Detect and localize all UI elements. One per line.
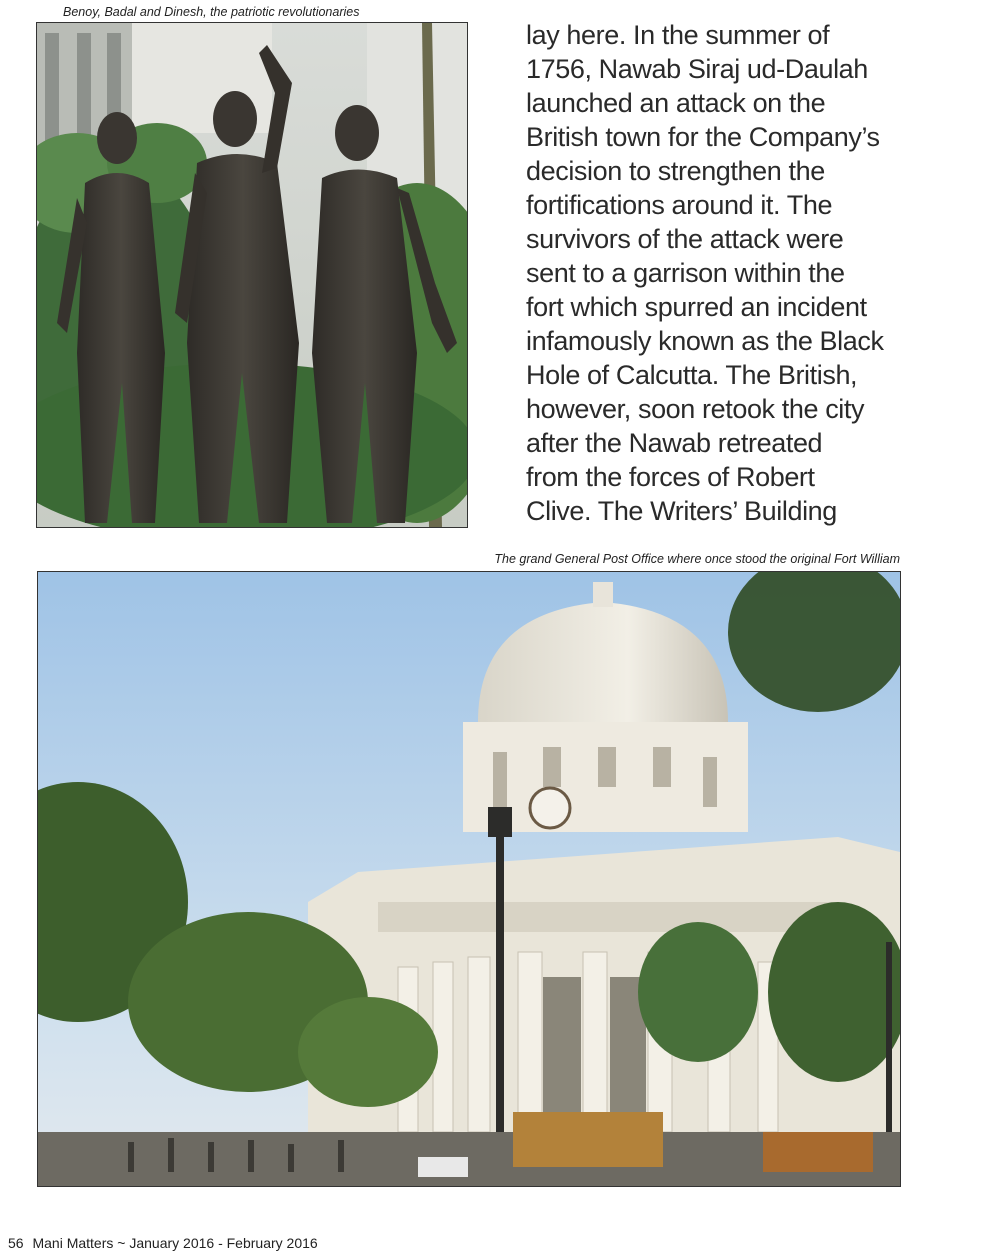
body-line: infamously known as the Black <box>526 326 884 356</box>
post-office-photo-caption: The grand General Post Office where once stood the original Fort William <box>494 552 900 566</box>
article-body-text <box>526 18 926 528</box>
body-line: from the forces of Robert <box>526 462 815 492</box>
statue-photo <box>36 22 468 528</box>
page-number: 56 <box>8 1235 24 1251</box>
body-line: sent to a garrison within the <box>526 258 845 288</box>
post-office-photo <box>37 571 901 1187</box>
page-footer <box>8 1235 323 1251</box>
body-line: lay here. In the summer of <box>526 20 830 50</box>
statue-photo-caption: Benoy, Badal and Dinesh, the patriotic revolutionaries <box>63 5 360 19</box>
body-line: Clive. The Writers’ Building <box>526 496 837 526</box>
body-line: survivors of the attack were <box>526 224 844 254</box>
body-line: Hole of Calcutta. The British, <box>526 360 858 390</box>
body-line: however, soon retook the city <box>526 394 865 424</box>
body-line: after the Nawab retreated <box>526 428 823 458</box>
body-line: British town for the Company’s <box>526 122 880 152</box>
body-line: 1756, Nawab Siraj ud-Daulah <box>526 54 868 84</box>
body-line: decision to strengthen the <box>526 156 825 186</box>
publication-info: Mani Matters ~ January 2016 - February 2016 <box>32 1235 318 1251</box>
body-line: launched an attack on the <box>526 88 826 118</box>
body-line: fort which spurred an incident <box>526 292 867 322</box>
body-line: fortifications around it. The <box>526 190 833 220</box>
